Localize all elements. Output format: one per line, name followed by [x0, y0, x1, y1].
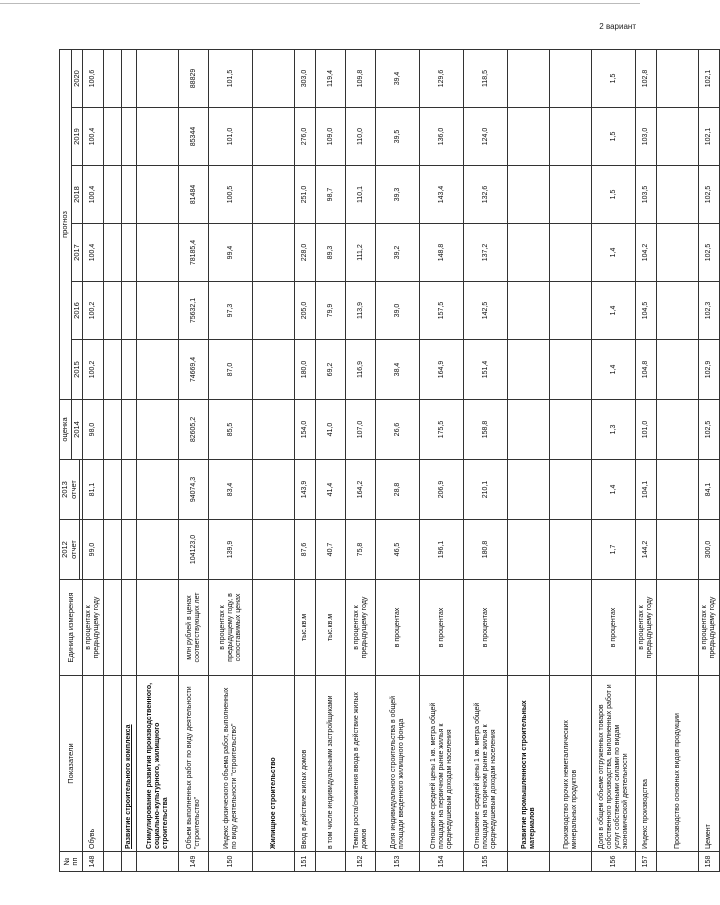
blank-cell — [104, 108, 122, 166]
indicator-name: Объем выполненных работ по виду деятельности "строительство" — [179, 676, 209, 852]
value-cell: 39,5 — [376, 108, 420, 166]
value-cell: 180,8 — [464, 520, 508, 580]
blank-cell — [104, 400, 122, 460]
indicator-name: Доля в общем объеме отгруженных товаров собственного производства, выполненных работ и услуг собственными силами по видам экономической деятельности — [592, 676, 636, 852]
blank-cell — [104, 166, 122, 224]
empty-cell — [253, 580, 295, 676]
value-cell: 151,4 — [464, 340, 508, 400]
empty-cell — [122, 520, 137, 580]
value-cell: 158,8 — [464, 400, 508, 460]
header-forecast: прогноз — [60, 49, 72, 399]
header-num: № пп — [60, 852, 83, 872]
empty-cell — [657, 460, 699, 520]
value-cell: 1,5 — [592, 166, 636, 224]
value-cell: 97,3 — [209, 282, 253, 340]
table-row — [295, 49, 316, 871]
value-cell: 109,0 — [316, 108, 346, 166]
value-cell: 113,9 — [346, 282, 376, 340]
table-row — [179, 49, 209, 871]
empty-cell — [550, 282, 592, 340]
empty-cell — [122, 49, 137, 107]
value-cell: 102,8 — [636, 49, 657, 107]
empty-cell — [122, 224, 137, 282]
table-body — [83, 49, 720, 871]
header-year-2016: 2016 — [71, 282, 83, 340]
value-cell: 82605,2 — [179, 400, 209, 460]
value-cell: 148,8 — [420, 224, 464, 282]
value-cell: 98,7 — [316, 166, 346, 224]
value-cell: 124,0 — [464, 108, 508, 166]
blank-cell — [104, 49, 122, 107]
empty-cell — [657, 400, 699, 460]
row-number: 155 — [464, 852, 508, 872]
empty-cell — [550, 400, 592, 460]
value-cell: 157,5 — [420, 282, 464, 340]
empty-cell — [508, 224, 550, 282]
header-year-2014: 2014 — [71, 400, 83, 460]
value-cell: 1,7 — [592, 520, 636, 580]
empty-cell — [508, 400, 550, 460]
empty-cell — [253, 224, 295, 282]
unit-cell: в процентах к предыдущему году, в сопоставимых ценах — [209, 580, 253, 676]
row-number: 151 — [295, 852, 316, 872]
table-row — [83, 49, 104, 871]
empty-cell — [137, 224, 179, 282]
empty-cell — [550, 580, 592, 676]
header-estimate: оценка — [60, 400, 72, 460]
value-cell: 276,0 — [295, 108, 316, 166]
value-cell: 99,4 — [209, 224, 253, 282]
value-cell: 38,4 — [376, 340, 420, 400]
value-cell: 175,5 — [420, 400, 464, 460]
value-cell: 100,2 — [83, 282, 104, 340]
value-cell: 41,0 — [316, 400, 346, 460]
empty-cell — [122, 166, 137, 224]
header-year-2012: 2012 отчет — [60, 520, 80, 580]
header-year-2019: 2019 — [71, 108, 83, 166]
empty-cell — [253, 108, 295, 166]
value-cell: 210,1 — [464, 460, 508, 520]
value-cell: 83,4 — [209, 460, 253, 520]
value-cell: 100,4 — [83, 224, 104, 282]
empty-cell — [253, 166, 295, 224]
table-row — [420, 49, 464, 871]
row-number: 150 — [209, 852, 253, 872]
table-row — [699, 49, 720, 871]
empty-cell — [508, 49, 550, 107]
value-cell: 107,0 — [346, 400, 376, 460]
value-cell: 143,9 — [295, 460, 316, 520]
value-cell: 1,4 — [592, 460, 636, 520]
value-cell: 300,0 — [699, 520, 720, 580]
value-cell: 142,5 — [464, 282, 508, 340]
row-number — [253, 852, 295, 872]
empty-cell — [137, 400, 179, 460]
value-cell: 205,0 — [295, 282, 316, 340]
empty-cell — [657, 49, 699, 107]
empty-cell — [137, 282, 179, 340]
empty-cell — [550, 520, 592, 580]
value-cell: 98,0 — [83, 400, 104, 460]
value-cell: 89,3 — [316, 224, 346, 282]
row-number: 154 — [420, 852, 464, 872]
value-cell: 143,4 — [420, 166, 464, 224]
value-cell: 26,6 — [376, 400, 420, 460]
value-cell: 118,5 — [464, 49, 508, 107]
plain-title: Производство основных видов продукции — [657, 676, 699, 852]
value-cell: 110,0 — [346, 108, 376, 166]
value-cell: 103,0 — [636, 108, 657, 166]
header-year-2020: 2020 — [71, 49, 83, 107]
value-cell: 104123,0 — [179, 520, 209, 580]
value-cell: 84,1 — [699, 460, 720, 520]
header-year-2018: 2018 — [71, 166, 83, 224]
empty-cell — [122, 282, 137, 340]
empty-cell — [122, 340, 137, 400]
empty-cell — [657, 340, 699, 400]
empty-cell — [122, 580, 137, 676]
indicator-name: Индекс физического объема работ, выполненных по виду деятельности "строительство" — [209, 676, 253, 852]
value-cell: 104,2 — [636, 224, 657, 282]
value-cell: 100,2 — [83, 340, 104, 400]
plain-title: Производство прочих неметаллических минеральных продуктов — [550, 676, 592, 852]
header-row-1 — [60, 49, 72, 871]
row-number: 157 — [636, 852, 657, 872]
empty-cell — [253, 460, 295, 520]
header-unit: Единица измерения — [60, 580, 83, 676]
row-number — [137, 852, 179, 872]
unit-cell: в процентах — [376, 580, 420, 676]
blank-cell — [104, 520, 122, 580]
header-year-2013: 2013 отчет — [60, 460, 80, 520]
value-cell: 87,6 — [295, 520, 316, 580]
value-cell: 104,8 — [636, 340, 657, 400]
value-cell: 81484 — [179, 166, 209, 224]
unit-cell: в процентах к предыдущему году — [83, 580, 104, 676]
value-cell: 28,8 — [376, 460, 420, 520]
value-cell: 100,4 — [83, 108, 104, 166]
value-cell: 102,1 — [699, 108, 720, 166]
empty-cell — [550, 49, 592, 107]
empty-cell — [137, 460, 179, 520]
empty-cell — [550, 460, 592, 520]
empty-cell — [122, 108, 137, 166]
value-cell: 88829 — [179, 49, 209, 107]
empty-cell — [253, 520, 295, 580]
unit-cell: в процентах — [420, 580, 464, 676]
table-row — [508, 49, 550, 871]
value-cell: 1,4 — [592, 340, 636, 400]
scan-top-edge — [0, 3, 640, 4]
unit-cell: в процентах — [464, 580, 508, 676]
unit-cell: в процентах к предыдущему году — [636, 580, 657, 676]
value-cell: 39,0 — [376, 282, 420, 340]
value-cell: 103,5 — [636, 166, 657, 224]
empty-cell — [508, 282, 550, 340]
table-row — [346, 49, 376, 871]
empty-cell — [657, 580, 699, 676]
unit-cell: тыс.кв.м — [295, 580, 316, 676]
value-cell: 144,2 — [636, 520, 657, 580]
value-cell: 69,2 — [316, 340, 346, 400]
value-cell: 137,2 — [464, 224, 508, 282]
value-cell: 1,4 — [592, 282, 636, 340]
value-cell: 99,0 — [83, 520, 104, 580]
value-cell: 75,8 — [346, 520, 376, 580]
empty-cell — [657, 282, 699, 340]
value-cell: 180,0 — [295, 340, 316, 400]
header-indicator: Показатели — [60, 676, 83, 852]
empty-cell — [508, 460, 550, 520]
value-cell: 206,9 — [420, 460, 464, 520]
row-number — [508, 852, 550, 872]
value-cell: 85,5 — [209, 400, 253, 460]
value-cell: 78185,4 — [179, 224, 209, 282]
table-row — [376, 49, 420, 871]
blank-cell — [104, 580, 122, 676]
value-cell: 75632,1 — [179, 282, 209, 340]
empty-cell — [550, 108, 592, 166]
value-cell: 116,9 — [346, 340, 376, 400]
row-number: 153 — [376, 852, 420, 872]
value-cell: 39,3 — [376, 166, 420, 224]
row-number — [657, 852, 699, 872]
value-cell: 1,3 — [592, 400, 636, 460]
indicator-name: Ввод в действие жилых домов — [295, 676, 316, 852]
indicator-name: Обувь — [83, 676, 104, 852]
table-row — [550, 49, 592, 871]
value-cell: 81,1 — [83, 460, 104, 520]
indicator-name: Цемент — [699, 676, 720, 852]
value-cell: 154,0 — [295, 400, 316, 460]
empty-cell — [122, 460, 137, 520]
value-cell: 101,5 — [209, 49, 253, 107]
value-cell: 111,2 — [346, 224, 376, 282]
empty-cell — [657, 108, 699, 166]
value-cell: 100,5 — [209, 166, 253, 224]
empty-cell — [137, 340, 179, 400]
blank-cell — [104, 676, 122, 852]
unit-cell: в процентах к предыдущему году — [699, 580, 720, 676]
row-number: 148 — [83, 852, 104, 872]
value-cell: 102,5 — [699, 400, 720, 460]
empty-cell — [137, 580, 179, 676]
value-cell: 132,6 — [464, 166, 508, 224]
value-cell: 228,0 — [295, 224, 316, 282]
empty-cell — [508, 580, 550, 676]
value-cell: 79,9 — [316, 282, 346, 340]
indicator-name: Доля индивидуального строительства в общей площади введенного жилищного фонда — [376, 676, 420, 852]
value-cell: 41,4 — [316, 460, 346, 520]
unit-cell: тыс.кв.м — [316, 580, 346, 676]
table-row — [137, 49, 179, 871]
value-cell: 1,4 — [592, 224, 636, 282]
blank-cell — [104, 282, 122, 340]
value-cell: 101,0 — [209, 108, 253, 166]
blank-cell — [104, 460, 122, 520]
row-number — [550, 852, 592, 872]
value-cell: 139,9 — [209, 520, 253, 580]
value-cell: 100,6 — [83, 49, 104, 107]
empty-cell — [508, 166, 550, 224]
empty-cell — [122, 400, 137, 460]
value-cell: 102,1 — [699, 49, 720, 107]
empty-cell — [550, 166, 592, 224]
empty-cell — [253, 400, 295, 460]
blank-cell — [104, 224, 122, 282]
indicator-name: в том числе индивидуальными застройщиками — [316, 676, 346, 852]
value-cell: 251,0 — [295, 166, 316, 224]
value-cell: 136,0 — [420, 108, 464, 166]
value-cell: 303,0 — [295, 49, 316, 107]
row-number: 149 — [179, 852, 209, 872]
empty-cell — [550, 340, 592, 400]
value-cell: 196,1 — [420, 520, 464, 580]
empty-cell — [253, 340, 295, 400]
unit-cell: млн рублей в ценах соответствующих лет — [179, 580, 209, 676]
row-number — [316, 852, 346, 872]
table-row — [657, 49, 699, 871]
row-number — [122, 852, 137, 872]
table-row — [122, 49, 137, 871]
value-cell: 101,0 — [636, 400, 657, 460]
value-cell: 164,2 — [346, 460, 376, 520]
value-cell: 87,0 — [209, 340, 253, 400]
table-row — [253, 49, 295, 871]
value-cell: 102,5 — [699, 224, 720, 282]
indicator-name: Темпы роста/снижения ввода в действие жилых домов — [346, 676, 376, 852]
value-cell: 1,5 — [592, 49, 636, 107]
empty-cell — [253, 49, 295, 107]
unit-cell: в процентах — [592, 580, 636, 676]
value-cell: 1,5 — [592, 108, 636, 166]
value-cell: 85344 — [179, 108, 209, 166]
row-number: 152 — [346, 852, 376, 872]
empty-cell — [253, 282, 295, 340]
indicator-name: Отношение средней цены 1 кв. метра общей площади на вторичном рынке жилья к среднедушевым доходам населения — [464, 676, 508, 852]
empty-cell — [508, 520, 550, 580]
subsection-title: Развитие промышленности строительных материалов — [508, 676, 550, 852]
blank-cell — [104, 340, 122, 400]
value-cell: 104,1 — [636, 460, 657, 520]
table-row — [464, 49, 508, 871]
empty-cell — [508, 340, 550, 400]
value-cell: 74669,4 — [179, 340, 209, 400]
table-row — [316, 49, 346, 871]
indicator-name: Индекс производства — [636, 676, 657, 852]
table-row — [209, 49, 253, 871]
value-cell: 102,5 — [699, 166, 720, 224]
indicators-table — [59, 49, 720, 872]
empty-cell — [657, 224, 699, 282]
value-cell: 102,3 — [699, 282, 720, 340]
row-number: 156 — [592, 852, 636, 872]
empty-cell — [550, 224, 592, 282]
empty-cell — [657, 520, 699, 580]
value-cell: 119,4 — [316, 49, 346, 107]
value-cell: 102,9 — [699, 340, 720, 400]
value-cell: 46,5 — [376, 520, 420, 580]
blank-cell — [104, 852, 122, 872]
header-year-2017: 2017 — [71, 224, 83, 282]
unit-cell: в процентах к предыдущему году — [346, 580, 376, 676]
variant-label: 2 вариант — [599, 22, 636, 31]
value-cell: 39,4 — [376, 49, 420, 107]
value-cell: 40,7 — [316, 520, 346, 580]
empty-cell — [657, 166, 699, 224]
value-cell: 100,4 — [83, 166, 104, 224]
table-row — [592, 49, 636, 871]
section-title: Развитие строительного комплекса — [122, 676, 137, 852]
empty-cell — [137, 166, 179, 224]
value-cell: 129,6 — [420, 49, 464, 107]
value-cell: 110,1 — [346, 166, 376, 224]
value-cell: 104,5 — [636, 282, 657, 340]
table-row — [636, 49, 657, 871]
subsection-title: Жилищное строительство — [253, 676, 295, 852]
value-cell: 94074,3 — [179, 460, 209, 520]
empty-cell — [137, 108, 179, 166]
table-row — [104, 49, 122, 871]
row-number: 158 — [699, 852, 720, 872]
empty-cell — [137, 520, 179, 580]
empty-cell — [508, 108, 550, 166]
value-cell: 164,9 — [420, 340, 464, 400]
value-cell: 109,8 — [346, 49, 376, 107]
empty-cell — [137, 49, 179, 107]
rotated-table-container — [59, 50, 717, 872]
subsection-title: Стимулирование развития производственного, социально-культурного, жилищного строительства — [137, 676, 179, 852]
indicator-name: Отношение средней цены 1 кв. метра общей площади на первичном рынке жилья к среднедушевым доходам населения — [420, 676, 464, 852]
header-year-2015: 2015 — [71, 340, 83, 400]
value-cell: 39,2 — [376, 224, 420, 282]
